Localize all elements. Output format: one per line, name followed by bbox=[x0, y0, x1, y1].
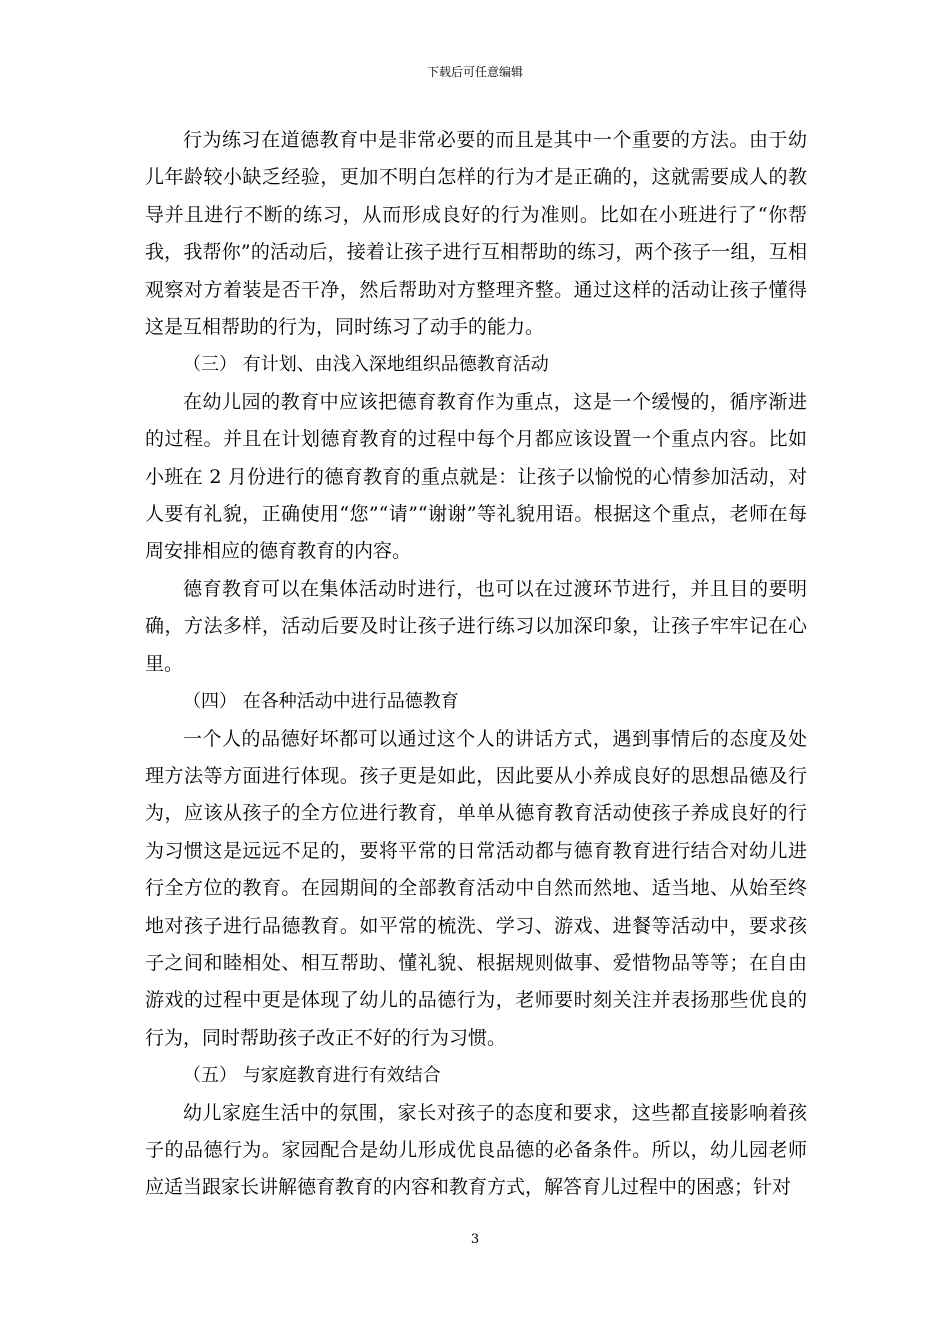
paragraph: 一个人的品德好坏都可以通过这个人的讲话方式，遇到事情后的态度及处理方法等方面进行体现。孩子更是如此，因此要从小养成良好的思想品德及行为，应该从孩子的全方位进行教育，单单从德育教育活动使孩子养成良好的行为习惯这是远远不足的，要将平常的日常活动都与德育教育进行结合对幼儿进行全方位的教育。在园期间的全部教育活动中自然而然地、适当地、从始至终地对孩子进行品德教育。如平常的梳洗、学习、游戏、进餐等活动中，要求孩子之间和睦相处、相互帮助、懂礼貌、根据规则做事、爱惜物品等等；在自由游戏的过程中更是体现了幼儿的品德行为，老师要时刻关注并表扬那些优良的行为，同时帮助孩子改正不好的行为习惯。 bbox=[145, 727, 807, 1049]
section-heading: （四） 在各种活动中进行品德教育 bbox=[183, 691, 459, 713]
section-heading: （三） 有计划、由浅入深地组织品德教育活动 bbox=[183, 354, 549, 376]
document-body bbox=[145, 122, 807, 1207]
page-number: 3 bbox=[470, 1232, 480, 1247]
paragraph: 德育教育可以在集体活动时进行，也可以在过渡环节进行，并且目的要明确，方法多样，活动后要及时让孩子进行练习以加深印象，让孩子牢牢记在心里。 bbox=[145, 577, 807, 675]
page-header: 下载后可任意编辑 bbox=[426, 65, 523, 79]
paragraph: 行为练习在道德教育中是非常必要的而且是其中一个重要的方法。由于幼儿年龄较小缺乏经验，更加不明白怎样的行为才是正确的，这就需要成人的教导并且进行不断的练习，从而形成良好的行为准则。比如在小班进行了“你帮我，我帮你”的活动后，接着让孩子进行互相帮助的练习，两个孩子一组，互相观察对方着装是否干净，然后帮助对方整理齐整。通过这样的活动让孩子懂得这是互相帮助的行为，同时练习了动手的能力。 bbox=[145, 129, 807, 339]
paragraph: 在幼儿园的教育中应该把德育教育作为重点，这是一个缓慢的，循序渐进的过程。并且在计划德育教育的过程中每个月都应该设置一个重点内容。比如小班在 2 月份进行的德育教育的重点就是：让孩子以愉悦的心情参加活动，对人要有礼貌，正确使用“您”“请”“谢谢”等礼貌用语。根据这个重点，老师在每周安排相应的德育教育的内容。 bbox=[145, 390, 807, 563]
paragraph: 幼儿家庭生活中的氛围，家长对孩子的态度和要求，这些都直接影响着孩子的品德行为。家园配合是幼儿形成优良品德的必备条件。所以，幼儿园老师应适当跟家长讲解德育教育的内容和教育方式，解答育儿过程中的困惑；针对 bbox=[145, 1101, 807, 1199]
section-heading: （五） 与家庭教育进行有效结合 bbox=[183, 1065, 441, 1087]
